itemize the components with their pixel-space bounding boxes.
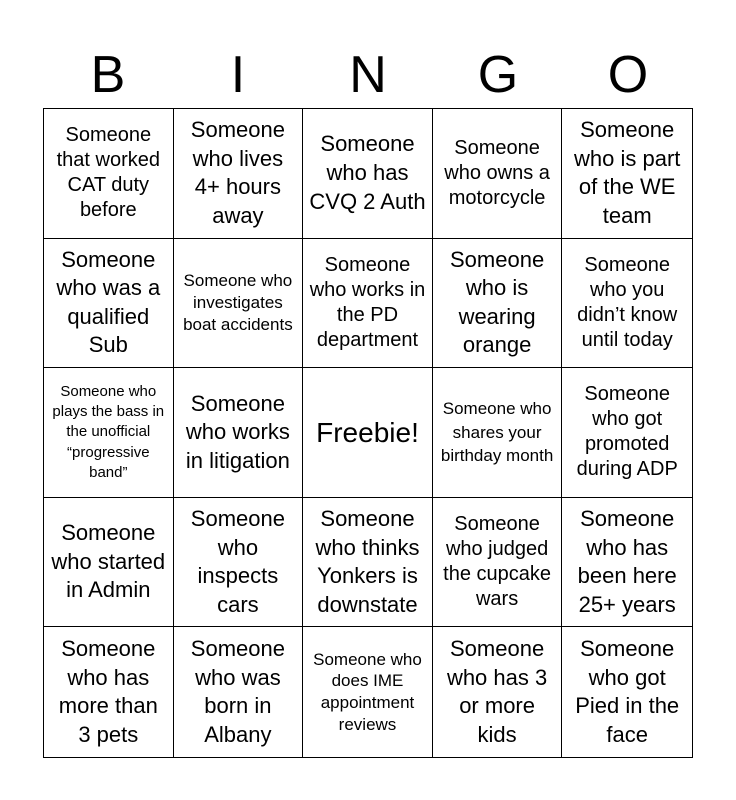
cell-text: Someone who works in litigation	[185, 390, 290, 473]
bingo-cell-free[interactable]	[303, 368, 433, 498]
bingo-cell-21[interactable]	[44, 627, 174, 757]
bingo-cell-24[interactable]	[433, 627, 563, 757]
bingo-cell-11[interactable]	[44, 368, 174, 498]
bingo-cell-6[interactable]	[44, 239, 174, 369]
cell-text: Someone who has 3 or more kids	[446, 636, 548, 747]
bingo-cell-12[interactable]	[174, 368, 304, 498]
cell-text: Someone who has CVQ 2 Auth	[309, 131, 426, 214]
bingo-header	[43, 42, 693, 108]
cell-text: Someone who investigates boat accidents	[183, 271, 293, 334]
header-letter-o: O	[607, 46, 649, 104]
cell-text: Someone who got promoted during ADP	[576, 383, 678, 481]
bingo-cell-17[interactable]	[174, 498, 304, 628]
bingo-cell-22[interactable]	[174, 627, 304, 757]
bingo-cell-15[interactable]	[562, 368, 692, 498]
bingo-cell-4[interactable]	[433, 109, 563, 239]
bingo-cell-10[interactable]	[562, 239, 692, 369]
header-letter-n: N	[349, 46, 387, 104]
cell-text: Someone who was born in Albany	[190, 636, 285, 747]
bingo-cell-3[interactable]	[303, 109, 433, 239]
cell-text: Someone who judged the cupcake wars	[443, 513, 552, 611]
header-letter-b: B	[90, 46, 126, 104]
bingo-cell-25[interactable]	[562, 627, 692, 757]
bingo-board	[43, 108, 693, 758]
bingo-cell-20[interactable]	[562, 498, 692, 628]
cell-text: Someone who shares your birthday month	[440, 398, 554, 466]
cell-text: Someone who has been here 25+ years	[577, 505, 677, 617]
bingo-cell-9[interactable]	[433, 239, 563, 369]
bingo-cell-5[interactable]	[562, 109, 692, 239]
cell-text: Someone who lives 4+ hours away	[190, 117, 285, 228]
cell-text: Someone who does IME appointment reviews	[313, 649, 422, 734]
bingo-cell-14[interactable]	[433, 368, 563, 498]
bingo-cell-19[interactable]	[433, 498, 563, 628]
bingo-cell-7[interactable]	[174, 239, 304, 369]
cell-text: Someone who plays the bass in the unofficial “progressive band”	[52, 382, 165, 481]
cell-text: Someone who was a qualified Sub	[56, 246, 161, 358]
cell-text: Freebie!	[316, 416, 419, 448]
cell-text: Someone who is wearing orange	[450, 246, 545, 358]
bingo-cell-18[interactable]	[303, 498, 433, 628]
bingo-cell-16[interactable]	[44, 498, 174, 628]
cell-text: Someone who you didn’t know until today	[577, 253, 678, 351]
bingo-cell-2[interactable]	[174, 109, 304, 239]
cell-text: Someone who is part of the WE team	[574, 117, 681, 228]
header-letter-g: G	[477, 46, 519, 104]
cell-text: Someone that worked CAT duty before	[56, 124, 160, 222]
cell-text: Someone who owns a motorcycle	[444, 136, 550, 209]
cell-text: Someone who works in the PD department	[309, 253, 426, 351]
cell-text: Someone who got Pied in the face	[575, 636, 680, 747]
cell-text: Someone who thinks Yonkers is downstate	[315, 505, 420, 617]
bingo-cell-8[interactable]	[303, 239, 433, 369]
cell-text: Someone who has more than 3 pets	[58, 636, 158, 747]
cell-text: Someone who started in Admin	[51, 520, 166, 603]
cell-text: Someone who inspects cars	[190, 505, 285, 617]
bingo-cell-23[interactable]	[303, 627, 433, 757]
header-letter-i: I	[230, 46, 246, 104]
bingo-cell-1[interactable]	[44, 109, 174, 239]
